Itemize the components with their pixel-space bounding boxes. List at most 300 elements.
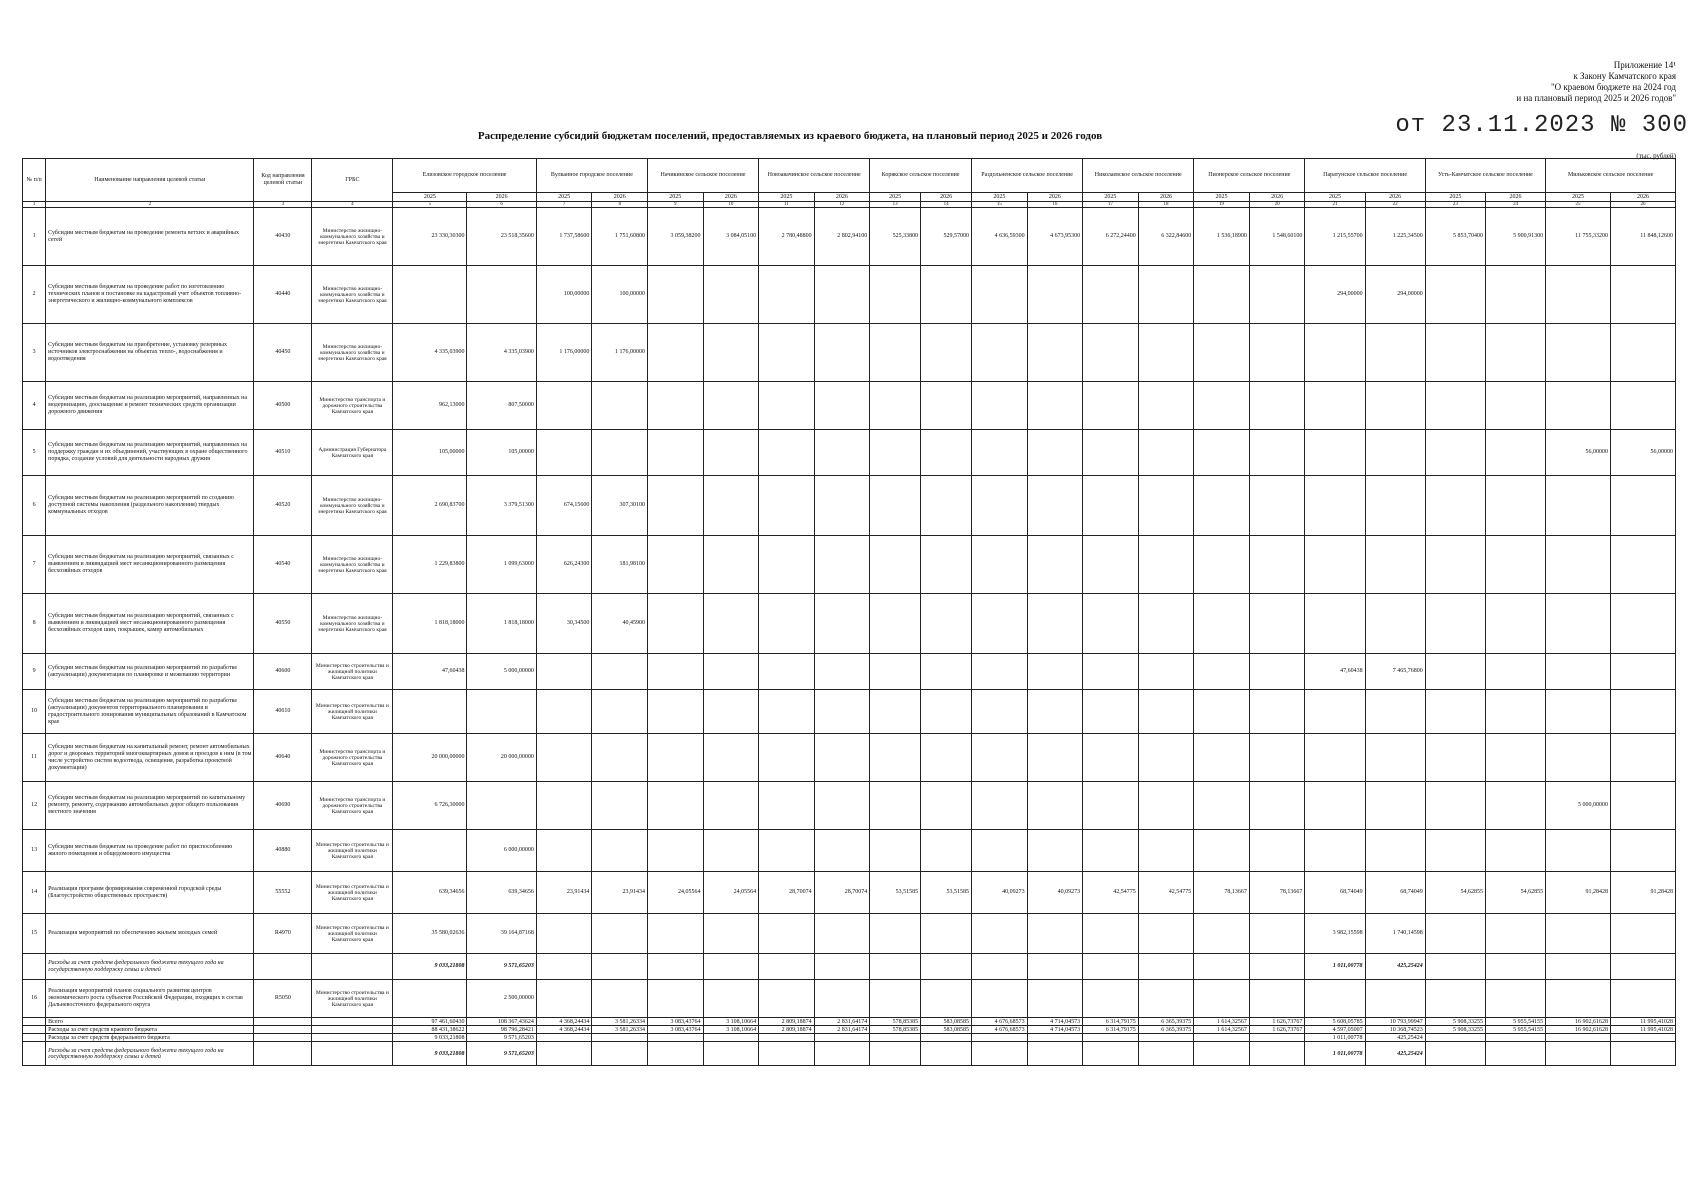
row-code: 40880 xyxy=(254,830,312,872)
value-cell xyxy=(647,476,703,536)
total-number-cell xyxy=(23,1018,46,1026)
row-grbs: Министерство жилищно-коммунального хозяйства и энергетики Камчатского края xyxy=(312,536,393,594)
row-number: 11 xyxy=(23,734,46,782)
value-cell: 3 982,15598 xyxy=(1305,914,1365,954)
value-cell xyxy=(1083,734,1139,782)
value-cell: 68,74049 xyxy=(1365,872,1425,914)
table-row xyxy=(23,208,1676,266)
value-cell: 1 011,00778 xyxy=(1305,954,1365,980)
value-cell xyxy=(921,476,972,536)
total-value-cell: 1 614,32567 xyxy=(1194,1026,1250,1034)
value-cell xyxy=(536,690,592,734)
value-cell: 181,98100 xyxy=(592,536,648,594)
value-cell xyxy=(1546,476,1611,536)
value-cell xyxy=(1485,476,1545,536)
col-index: 4 xyxy=(312,202,393,208)
value-cell xyxy=(647,914,703,954)
table-row xyxy=(23,872,1676,914)
value-cell xyxy=(647,324,703,382)
total-value-cell: 88 431,38622 xyxy=(393,1026,467,1034)
value-cell: 91,28428 xyxy=(1546,872,1611,914)
total-value-cell: 1 626,73767 xyxy=(1249,1018,1305,1026)
total-row xyxy=(23,1042,1676,1066)
value-cell xyxy=(1610,536,1675,594)
value-cell xyxy=(1138,830,1194,872)
value-cell xyxy=(1083,430,1139,476)
value-cell: 5 000,00000 xyxy=(467,654,536,690)
total-grbs-cell xyxy=(312,1042,393,1066)
value-cell xyxy=(870,382,921,430)
value-cell xyxy=(1610,594,1675,654)
value-cell xyxy=(1365,690,1425,734)
row-code: 40610 xyxy=(254,690,312,734)
value-cell: 1 176,00000 xyxy=(536,324,592,382)
value-cell xyxy=(1083,476,1139,536)
value-cell xyxy=(536,430,592,476)
value-cell xyxy=(393,266,467,324)
value-cell xyxy=(870,594,921,654)
row-number: 3 xyxy=(23,324,46,382)
col-settlement: Усть-Камчатское сельское поселение xyxy=(1425,159,1545,193)
value-cell xyxy=(1425,266,1485,324)
value-cell xyxy=(972,980,1028,1018)
value-cell xyxy=(1305,980,1365,1018)
row-name: Субсидии местным бюджетам на реализацию мероприятий по разработке (актуализации) документов территориального планирования и градостроительного зонирования муниципальных образований в Камчатском крае xyxy=(46,690,254,734)
value-cell xyxy=(1610,690,1675,734)
value-cell xyxy=(1485,954,1545,980)
col-grbs: ГРБС xyxy=(312,159,393,202)
table-row xyxy=(23,594,1676,654)
value-cell: 307,30100 xyxy=(592,476,648,536)
value-cell xyxy=(647,594,703,654)
value-cell: 40,45900 xyxy=(592,594,648,654)
col-year: 2025 xyxy=(972,193,1028,202)
total-value-cell xyxy=(1485,1034,1545,1042)
total-value-cell xyxy=(703,1034,759,1042)
value-cell: 1 536,18900 xyxy=(1194,208,1250,266)
total-value-cell: 4 714,04573 xyxy=(1027,1018,1083,1026)
value-cell: 1 548,60100 xyxy=(1249,208,1305,266)
value-cell xyxy=(1546,690,1611,734)
row-number: 12 xyxy=(23,782,46,830)
total-value-cell xyxy=(814,1042,870,1066)
value-cell xyxy=(1425,830,1485,872)
total-value-cell xyxy=(1194,1034,1250,1042)
value-cell xyxy=(1138,536,1194,594)
row-name: Реализация мероприятий по обеспечению жильем молодых семей xyxy=(46,914,254,954)
row-number: 5 xyxy=(23,430,46,476)
row-code: 40540 xyxy=(254,536,312,594)
row-grbs: Министерство жилищно-коммунального хозяйства и энергетики Камчатского края xyxy=(312,476,393,536)
row-code xyxy=(254,954,312,980)
table-row xyxy=(23,382,1676,430)
total-value-cell xyxy=(759,1034,815,1042)
value-cell xyxy=(921,690,972,734)
value-cell: 962,13000 xyxy=(393,382,467,430)
value-cell xyxy=(972,690,1028,734)
value-cell xyxy=(1249,734,1305,782)
value-cell xyxy=(870,782,921,830)
row-grbs: Министерство строительства и жилищной политики Камчатского края xyxy=(312,690,393,734)
total-value-cell xyxy=(1138,1042,1194,1066)
value-cell: 20 000,00000 xyxy=(393,734,467,782)
value-cell xyxy=(870,690,921,734)
value-cell xyxy=(921,954,972,980)
value-cell xyxy=(1138,430,1194,476)
row-number: 10 xyxy=(23,690,46,734)
value-cell xyxy=(1610,654,1675,690)
value-cell xyxy=(1027,914,1083,954)
value-cell: 1 176,00000 xyxy=(592,324,648,382)
value-cell xyxy=(1027,980,1083,1018)
col-index: 26 xyxy=(1610,202,1675,208)
total-grbs-cell xyxy=(312,1034,393,1042)
total-value-cell: 583,08585 xyxy=(921,1018,972,1026)
value-cell xyxy=(592,980,648,1018)
value-cell xyxy=(1610,476,1675,536)
col-index: 5 xyxy=(393,202,467,208)
total-number-cell xyxy=(23,1042,46,1066)
row-name: Субсидии местным бюджетам на реализацию мероприятий, связанных с выявлением и ликвидацией мест несанкционированного размещения бесхозяйных отходов xyxy=(46,536,254,594)
value-cell: 6 726,30000 xyxy=(393,782,467,830)
total-value-cell: 10 368,74523 xyxy=(1365,1026,1425,1034)
value-cell xyxy=(1249,690,1305,734)
col-index: 13 xyxy=(870,202,921,208)
col-index: 11 xyxy=(759,202,815,208)
col-index: 16 xyxy=(1027,202,1083,208)
value-cell xyxy=(759,266,815,324)
value-cell xyxy=(1083,914,1139,954)
col-settlement: Паратунское сельское поселение xyxy=(1305,159,1425,193)
value-cell xyxy=(1425,782,1485,830)
col-index: 14 xyxy=(921,202,972,208)
value-cell: 42,54775 xyxy=(1083,872,1139,914)
value-cell: 40,09273 xyxy=(1027,872,1083,914)
value-cell: 294,00000 xyxy=(1365,266,1425,324)
total-value-cell xyxy=(921,1034,972,1042)
value-cell: 20 000,00000 xyxy=(467,734,536,782)
value-cell xyxy=(1027,594,1083,654)
total-value-cell xyxy=(536,1034,592,1042)
value-cell xyxy=(703,536,759,594)
value-cell xyxy=(647,536,703,594)
annex-line: "О краевом бюджете на 2024 год xyxy=(1550,82,1676,92)
value-cell: 42,54775 xyxy=(1138,872,1194,914)
total-value-cell: 2 809,18874 xyxy=(759,1018,815,1026)
total-row xyxy=(23,1026,1676,1034)
value-cell xyxy=(1425,430,1485,476)
row-code: 40510 xyxy=(254,430,312,476)
row-name: Субсидии местным бюджетам на реализацию мероприятий по разработке (актуализации) документации по планировке и межеванию территории xyxy=(46,654,254,690)
value-cell xyxy=(1083,594,1139,654)
value-cell xyxy=(870,914,921,954)
total-number-cell xyxy=(23,1026,46,1034)
value-cell xyxy=(1027,690,1083,734)
col-year: 2026 xyxy=(921,193,972,202)
table-row xyxy=(23,980,1676,1018)
value-cell xyxy=(1546,536,1611,594)
col-settlement: Начикинское сельское поселение xyxy=(647,159,758,193)
value-cell: 525,33800 xyxy=(870,208,921,266)
value-cell xyxy=(814,954,870,980)
value-cell xyxy=(1194,782,1250,830)
value-cell xyxy=(972,954,1028,980)
total-value-cell: 3 083,43764 xyxy=(647,1018,703,1026)
total-value-cell xyxy=(592,1042,648,1066)
value-cell xyxy=(703,266,759,324)
value-cell xyxy=(703,734,759,782)
value-cell: 24,05564 xyxy=(647,872,703,914)
value-cell xyxy=(1138,782,1194,830)
row-code: 40450 xyxy=(254,324,312,382)
value-cell xyxy=(703,594,759,654)
row-code: 40500 xyxy=(254,382,312,430)
value-cell xyxy=(1249,594,1305,654)
total-value-cell xyxy=(972,1034,1028,1042)
row-name: Субсидии местным бюджетам на приобретение, установку резервных источников электроснабжения на объектах тепло-, водоснабжения и водоотведения xyxy=(46,324,254,382)
value-cell: 100,00000 xyxy=(592,266,648,324)
table-row xyxy=(23,690,1676,734)
total-label: Расходы за счет средств федерального бюджета текущего года на государственную поддержку семьи и детей xyxy=(46,1042,254,1066)
value-cell xyxy=(592,954,648,980)
value-cell xyxy=(1425,954,1485,980)
value-cell xyxy=(467,782,536,830)
total-value-cell: 4 714,04573 xyxy=(1027,1026,1083,1034)
value-cell xyxy=(1546,266,1611,324)
row-name: Субсидии местным бюджетам на реализацию мероприятий, направленных на модернизацию, дооснащение и ремонт технических средств организации дорожного движения xyxy=(46,382,254,430)
col-index: 1 xyxy=(23,202,46,208)
value-cell xyxy=(647,690,703,734)
table-row xyxy=(23,654,1676,690)
value-cell xyxy=(1485,324,1545,382)
value-cell: 1 740,14598 xyxy=(1365,914,1425,954)
value-cell xyxy=(1083,266,1139,324)
value-cell xyxy=(921,914,972,954)
row-code: 40640 xyxy=(254,734,312,782)
value-cell xyxy=(1083,980,1139,1018)
total-value-cell: 1 011,00778 xyxy=(1305,1042,1365,1066)
value-cell xyxy=(814,690,870,734)
value-cell xyxy=(814,654,870,690)
value-cell xyxy=(1194,536,1250,594)
value-cell xyxy=(592,782,648,830)
row-code: 40440 xyxy=(254,266,312,324)
value-cell xyxy=(1138,324,1194,382)
col-year: 2026 xyxy=(1249,193,1305,202)
total-label: Всего xyxy=(46,1018,254,1026)
value-cell xyxy=(870,734,921,782)
col-year: 2026 xyxy=(467,193,536,202)
row-name: Субсидии местным бюджетам на реализацию мероприятий по капитальному ремонту, ремонту, содержанию автомобильных дорог общего пользования местного значения xyxy=(46,782,254,830)
value-cell xyxy=(1425,594,1485,654)
total-code-cell xyxy=(254,1034,312,1042)
value-cell: 78,13667 xyxy=(1194,872,1250,914)
value-cell xyxy=(972,536,1028,594)
total-value-cell: 1 626,73767 xyxy=(1249,1026,1305,1034)
value-cell xyxy=(1027,734,1083,782)
col-year: 2026 xyxy=(1365,193,1425,202)
value-cell xyxy=(1365,476,1425,536)
col-index: 6 xyxy=(467,202,536,208)
col-year: 2025 xyxy=(1546,193,1611,202)
col-settlement: Николаевское сельское поселение xyxy=(1083,159,1194,193)
total-value-cell: 3 108,10664 xyxy=(703,1018,759,1026)
total-code-cell xyxy=(254,1026,312,1034)
value-cell xyxy=(536,382,592,430)
value-cell xyxy=(1610,954,1675,980)
value-cell xyxy=(1546,382,1611,430)
value-cell xyxy=(592,430,648,476)
value-cell xyxy=(1138,734,1194,782)
value-cell xyxy=(703,430,759,476)
value-cell xyxy=(1027,324,1083,382)
value-cell xyxy=(1610,914,1675,954)
value-cell xyxy=(1365,734,1425,782)
value-cell xyxy=(647,980,703,1018)
total-value-cell: 5 908,33255 xyxy=(1425,1018,1485,1026)
value-cell xyxy=(1305,536,1365,594)
value-cell xyxy=(921,830,972,872)
value-cell xyxy=(1610,980,1675,1018)
total-value-cell xyxy=(1425,1034,1485,1042)
value-cell xyxy=(536,830,592,872)
value-cell: 91,28428 xyxy=(1610,872,1675,914)
value-cell xyxy=(870,954,921,980)
total-value-cell: 5 955,54155 xyxy=(1485,1026,1545,1034)
row-grbs: Министерство строительства и жилищной политики Камчатского края xyxy=(312,830,393,872)
value-cell xyxy=(1425,654,1485,690)
row-name: Реализация программ формирования современной городской среды (Благоустройство общественных пространств) xyxy=(46,872,254,914)
value-cell xyxy=(1083,382,1139,430)
value-cell xyxy=(870,830,921,872)
value-cell xyxy=(1138,476,1194,536)
total-value-cell: 578,85385 xyxy=(870,1018,921,1026)
row-grbs: Министерство строительства и жилищной политики Камчатского края xyxy=(312,654,393,690)
row-number: 14 xyxy=(23,872,46,914)
value-cell: 68,74049 xyxy=(1305,872,1365,914)
value-cell xyxy=(1610,782,1675,830)
col-index: 7 xyxy=(536,202,592,208)
value-cell xyxy=(1083,954,1139,980)
value-cell xyxy=(1194,734,1250,782)
value-cell xyxy=(703,690,759,734)
value-cell xyxy=(703,980,759,1018)
value-cell xyxy=(1365,782,1425,830)
col-index: 18 xyxy=(1138,202,1194,208)
row-name: Реализация мероприятий планов социального развития центров экономического роста субъектов Российской Федерации, входящих в состав Дальневосточного федерального округа xyxy=(46,980,254,1018)
value-cell xyxy=(972,734,1028,782)
value-cell xyxy=(703,654,759,690)
value-cell xyxy=(1249,536,1305,594)
value-cell xyxy=(972,594,1028,654)
value-cell xyxy=(1305,830,1365,872)
row-code: 40520 xyxy=(254,476,312,536)
row-grbs: Министерство строительства и жилищной политики Камчатского края xyxy=(312,980,393,1018)
table-row xyxy=(23,734,1676,782)
total-label: Расходы за счет средств краевого бюджета xyxy=(46,1026,254,1034)
value-cell xyxy=(814,382,870,430)
value-cell xyxy=(1027,654,1083,690)
value-cell: 1 818,18000 xyxy=(393,594,467,654)
col-index: 8 xyxy=(592,202,648,208)
col-settlement: Елизовское городское поселение xyxy=(393,159,537,193)
value-cell xyxy=(393,980,467,1018)
col-year: 2026 xyxy=(1610,193,1675,202)
total-value-cell: 2 831,64174 xyxy=(814,1018,870,1026)
value-cell xyxy=(1365,980,1425,1018)
total-value-cell: 108 367,43624 xyxy=(467,1018,536,1026)
value-cell xyxy=(1194,430,1250,476)
value-cell xyxy=(1194,476,1250,536)
total-value-cell xyxy=(759,1042,815,1066)
value-cell xyxy=(1138,980,1194,1018)
total-value-cell xyxy=(647,1042,703,1066)
total-value-cell: 4 597,05007 xyxy=(1305,1026,1365,1034)
annex-line: Приложение 14¹ xyxy=(1613,60,1676,70)
col-index: 12 xyxy=(814,202,870,208)
value-cell xyxy=(1610,734,1675,782)
value-cell xyxy=(1485,830,1545,872)
value-cell xyxy=(1138,690,1194,734)
value-cell: 807,50000 xyxy=(467,382,536,430)
value-cell xyxy=(592,830,648,872)
value-cell xyxy=(1083,830,1139,872)
value-cell xyxy=(1138,954,1194,980)
value-cell xyxy=(814,476,870,536)
value-cell xyxy=(1138,382,1194,430)
total-value-cell: 16 902,61628 xyxy=(1546,1026,1611,1034)
value-cell xyxy=(759,476,815,536)
value-cell xyxy=(972,382,1028,430)
value-cell: 2 690,83700 xyxy=(393,476,467,536)
value-cell: 78,13667 xyxy=(1249,872,1305,914)
value-cell xyxy=(1249,914,1305,954)
row-grbs: Министерство транспорта и дорожного строительства Камчатского края xyxy=(312,782,393,830)
value-cell xyxy=(759,914,815,954)
col-index: 10 xyxy=(703,202,759,208)
value-cell xyxy=(1083,654,1139,690)
value-cell xyxy=(814,980,870,1018)
total-number-cell xyxy=(23,1034,46,1042)
value-cell xyxy=(921,266,972,324)
row-number: 16 xyxy=(23,980,46,1018)
col-year: 2026 xyxy=(1485,193,1545,202)
col-name: Наименование направления целевой статьи xyxy=(46,159,254,202)
col-index: 20 xyxy=(1249,202,1305,208)
total-value-cell xyxy=(870,1042,921,1066)
total-value-cell xyxy=(1083,1042,1139,1066)
value-cell: 5 853,70400 xyxy=(1425,208,1485,266)
value-cell: 6 322,84600 xyxy=(1138,208,1194,266)
table-row xyxy=(23,914,1676,954)
value-cell: 294,00000 xyxy=(1305,266,1365,324)
total-value-cell: 2 831,64174 xyxy=(814,1026,870,1034)
total-value-cell xyxy=(921,1042,972,1066)
total-value-cell: 583,08585 xyxy=(921,1026,972,1034)
total-value-cell xyxy=(647,1034,703,1042)
value-cell xyxy=(1425,914,1485,954)
total-value-cell: 5 608,05785 xyxy=(1305,1018,1365,1026)
col-settlement: Пионерское сельское поселение xyxy=(1194,159,1305,193)
total-row xyxy=(23,1034,1676,1042)
total-value-cell: 4 676,68573 xyxy=(972,1018,1028,1026)
value-cell: 30,34500 xyxy=(536,594,592,654)
value-cell xyxy=(1365,324,1425,382)
row-code: R5050 xyxy=(254,980,312,1018)
value-cell xyxy=(1249,954,1305,980)
value-cell xyxy=(1249,324,1305,382)
value-cell: 1 737,58600 xyxy=(536,208,592,266)
